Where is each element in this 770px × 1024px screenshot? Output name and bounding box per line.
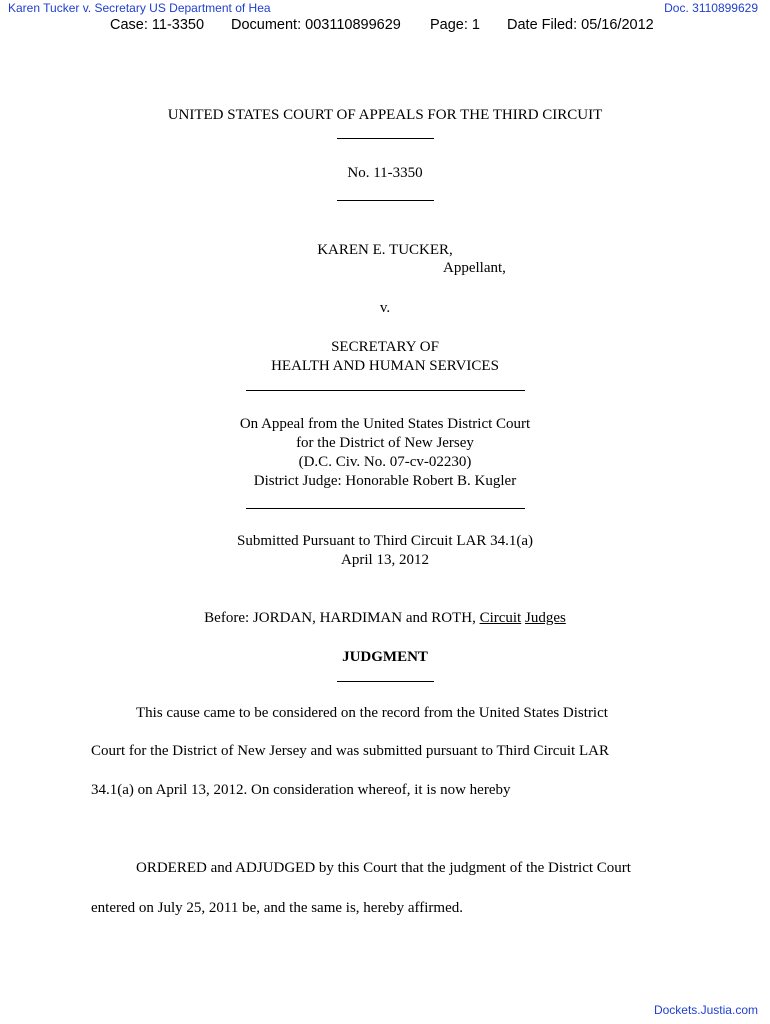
paragraph-1-line-1: This cause came to be considered on the record from the United States District [136, 705, 608, 721]
divider [246, 508, 525, 509]
appeal-line-2: for the District of New Jersey [296, 435, 474, 451]
circuit-label: Circuit [479, 610, 522, 626]
case-number: Case: 11-3350 [110, 17, 205, 33]
judgment-heading: JUDGMENT [342, 649, 428, 665]
appeal-line-1: On Appeal from the United States District Court [239, 416, 531, 432]
paragraph-1-line-3: 34.1(a) on April 13, 2012. On consideration whereof, it is now hereby [91, 782, 511, 798]
page-number: Page: 1 [430, 17, 480, 33]
panel-line [0, 609, 770, 628]
dockets-justia-link[interactable]: Dockets.Justia.com [653, 1003, 758, 1017]
submitted-line-2: April 13, 2012 [341, 552, 429, 568]
divider [337, 200, 434, 201]
appeal-line-4: District Judge: Honorable Robert B. Kugler [253, 473, 517, 489]
appellee-line-1: SECRETARY OF [331, 339, 439, 355]
appellant-name: KAREN E. TUCKER, [317, 242, 453, 258]
divider [337, 138, 434, 139]
submitted-line-1: Submitted Pursuant to Third Circuit LAR 34.1(a) [237, 533, 533, 549]
appellant-role: Appellant, [443, 260, 506, 276]
paragraph-2-line-1: ORDERED and ADJUDGED by this Court that the judgment of the District Court [136, 860, 631, 876]
appellee-line-2: HEALTH AND HUMAN SERVICES [271, 358, 499, 374]
paragraph-2-line-2: entered on July 25, 2011 be, and the same is, hereby affirmed. [91, 900, 463, 916]
divider [246, 390, 525, 391]
versus: v. [379, 300, 391, 316]
docket-number: No. 11-3350 [347, 165, 423, 181]
case-title-link[interactable]: Karen Tucker v. Secretary US Department of Hea [8, 1, 271, 15]
panel-judges: Before: JORDAN, HARDIMAN and ROTH, [204, 610, 480, 626]
court-name: UNITED STATES COURT OF APPEALS FOR THE THIRD CIRCUIT [167, 107, 603, 123]
document-number-link[interactable]: Doc. 3110899629 [664, 1, 758, 15]
divider [337, 681, 434, 682]
judges-label: Judges [524, 610, 566, 626]
paragraph-1-line-2: Court for the District of New Jersey and was submitted pursuant to Third Circuit LAR [91, 743, 609, 759]
document-id: Document: 003110899629 [231, 17, 401, 33]
appeal-line-3: (D.C. Civ. No. 07-cv-02230) [298, 454, 472, 470]
date-filed: Date Filed: 05/16/2012 [507, 17, 654, 33]
